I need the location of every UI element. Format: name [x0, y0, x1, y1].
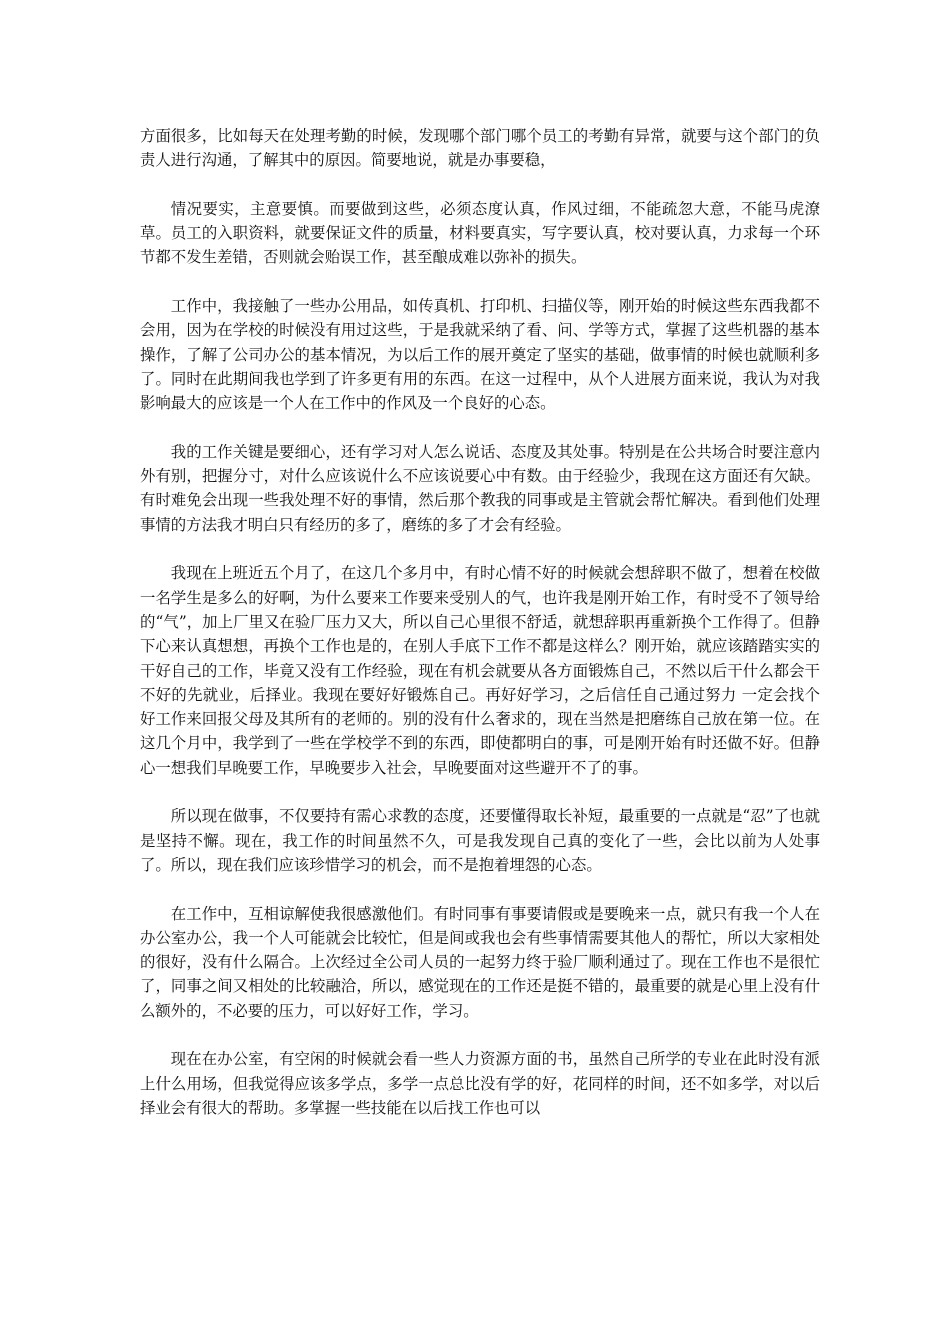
- paragraph-3: 工作中，我接触了一些办公用品，如传真机、打印机、扫描仪等，刚开始的时候这些东西我都不会用，因为在学校的时候没有用过这些，于是我就采纳了看、问、学等方式，掌握了这些机器的基本操作，了解了公司办公的基本情况，为以后工作的展开奠定了坚实的基础，做事情的时候也就顺利多了。同时在此期间我也学到了许多更有用的东西。在这一过程中，从个人进展方面来说，我认为对我影响最大的应该是一个人在工作中的作风及一个良好的心态。: [140, 297, 820, 413]
- paragraph-1: 方面很多，比如每天在处理考勤的时候，发现哪个部门哪个员工的考勤有异常，就要与这个部门的负责人进行沟通，了解其中的原因。简要地说，就是办事要稳，: [140, 127, 820, 170]
- paragraph-7: 在工作中，互相谅解使我很感激他们。有时同事有事要请假或是要晚来一点，就只有我一个人在办公室办公，我一个人可能就会比较忙，但是间或我也会有些事情需要其他人的帮忙，所以大家相处的很好，没有什么隔合。上次经过全公司人员的一起努力终于验厂顺利通过了。现在工作也不是很忙了，同事之间又相处的比较融洽，所以，感觉现在的工作还是挺不错的，最重要的就是心里上没有什么额外的，不必要的压力，可以好好工作，学习。: [140, 904, 820, 1020]
- paragraph-2: 情况要实，主意要慎。而要做到这些，必须态度认真，作风过细，不能疏忽大意，不能马虎潦草。员工的入职资料，就要保证文件的质量，材料要真实，写字要认真，校对要认真，力求每一个环节都不发生差错，否则就会贻误工作，甚至酿成难以弥补的损失。: [140, 199, 820, 267]
- paragraph-8: 现在在办公室，有空闲的时候就会看一些人力资源方面的书，虽然自己所学的专业在此时没有派上什么用场，但我觉得应该多学点，多学一点总比没有学的好，花同样的时间，还不如多学，对以后择业会有很大的帮助。多掌握一些技能在以后找工作也可以: [140, 1050, 820, 1117]
- paragraph-5: 我现在上班近五个月了，在这几个多月中，有时心情不好的时候就会想辞职不做了，想着在校做一名学生是多么的好啊，为什么要来工作要来受别人的气，也许我是刚开始工作，有时受不了领导给的“气”，加上厂里又在验厂压力又大，所以自己心里很不舒适，就想辞职再重新换个工作得了。但静下心来认真想想，再换个工作也是的，在别人手底下工作不都是这样么？刚开始，就应该踏踏实实的干好自己的工作，毕竟又没有工作经验，现在有机会就要从各方面锻炼自己，不然以后干什么都会干不好的先就业，后择业。我现在要好好锻炼自己。再好好学习，之后信任自己通过努力 一定会找个好工作来回报父母及其所有的老师的。别的没有什么奢求的，现在当然是把磨练自己放在第一位。在这几个月中，我学到了一些在学校学不到的东西，即使都明白的事，可是刚开始有时还做不好。但静心一想我们早晚要工作，早晚要步入社会，早晚要面对这些避开不了的事。: [140, 564, 820, 777]
- document-body: [140, 124, 820, 1120]
- paragraph-4: 我的工作关键是要细心，还有学习对人怎么说话、态度及其处事。特别是在公共场合时要注意内外有别，把握分寸，对什么应该说什么不应该说要心中有数。由于经验少，我现在这方面还有欠缺。有时难免会出现一些我处理不好的事情，然后那个教我的同事或是主管就会帮忙解决。看到他们处理事情的方法我才明白只有经历的多了，磨练的多了才会有经验。: [140, 442, 820, 534]
- paragraph-6: 所以现在做事，不仅要持有需心求教的态度，还要懂得取长补短，最重要的一点就是“忍”了也就是坚持不懈。现在，我工作的时间虽然不久，可是我发现自己真的变化了一些，会比以前为人处事了。所以，现在我们应该珍惜学习的机会，而不是抱着埋怨的心态。: [140, 807, 820, 874]
